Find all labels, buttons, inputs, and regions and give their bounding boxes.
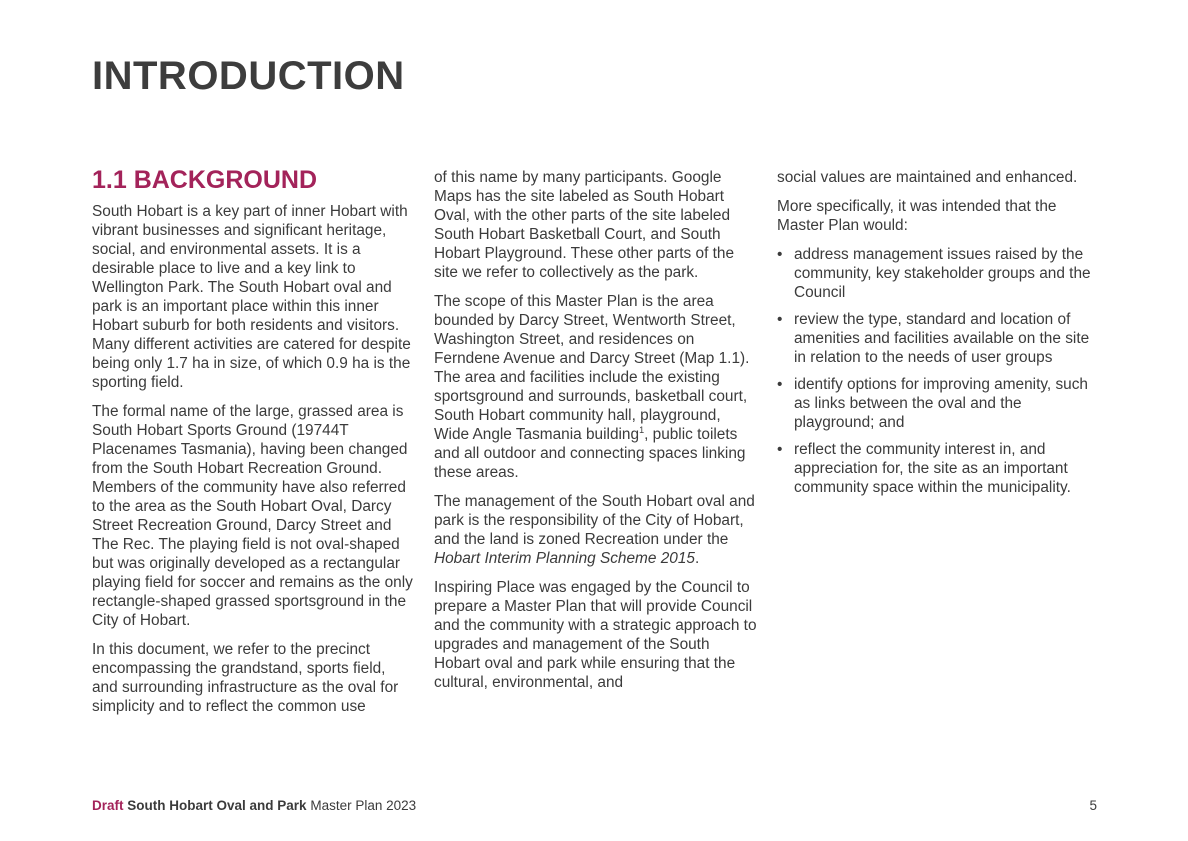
paragraph: social values are maintained and enhanced.: [777, 169, 1078, 186]
list-item: • reflect the community interest in, and appreciation for, the site as an important community space within the municipality.: [777, 440, 1099, 497]
paragraph: [434, 492, 758, 568]
paragraph: In this document, we refer to the precinct encompassing the grandstand, sports field, and surrounding infrastructure as the oval for simplicity and to reflect the common use: [92, 641, 399, 715]
footnote-marker: 1: [639, 424, 645, 435]
paragraph-text: The management of the South Hobart oval and park is the responsibility of the City of Hobart, and the land is zoned Recreation under the: [434, 493, 755, 548]
paragraph-text: .: [694, 550, 700, 567]
page-title: INTRODUCTION: [92, 54, 405, 98]
section-heading: 1.1 BACKGROUND: [92, 166, 318, 194]
document-name: South Hobart Oval and Park: [127, 798, 307, 813]
list-item: • review the type, standard and location of amenities and facilities available on the site in relation to the needs of user groups: [777, 310, 1099, 367]
paragraph: Inspiring Place was engaged by the Council to prepare a Master Plan that will provide Council and the community with a strategic approach to upgrades and management of the South Hobart oval and park while ensuring that the cultural, environmental, and: [434, 579, 757, 691]
paragraph: of this name by many participants. Google Maps has the site labeled as South Hobart Oval, with the other parts of the site labeled South Hobart Basketball Court, and South Hobart Playground. These other parts of the site we refer to collectively as the park.: [434, 169, 735, 281]
paragraph-text: The scope of this Master Plan is the area bounded by Darcy Street, Wentworth Street, Washington Street, and residences on Ferndene Avenue and Darcy Street (Map 1.1). The area and facilities include the existing sportsground and surrounds, basketball court, South Hobart community hall, playground, Wide Angle Tasmania building: [434, 293, 750, 443]
column-1: [92, 166, 414, 726]
column-2: [434, 168, 758, 702]
document-suffix: Master Plan 2023: [310, 798, 417, 813]
column-3: [777, 168, 1099, 505]
list-item: • identify options for improving amenity, such as links between the oval and the playground; and: [777, 375, 1099, 432]
paragraph: More specifically, it was intended that the Master Plan would:: [777, 198, 1057, 234]
paragraph: The formal name of the large, grassed area is South Hobart Sports Ground (19744T Placenames Tasmania), having been changed from the South Hobart Recreation Ground. Members of the community have also referred to the area as the South Hobart Oval, Darcy Street Recreation Ground, Darcy Street and The Rec. The playing field is not oval-shaped but was originally developed as a rectangular playing field for soccer and remains as the only rectangle-shaped grassed sportsground in the City of Hobart.: [92, 403, 413, 629]
paragraph-text: , public toilets and all outdoor and connecting spaces linking these areas.: [434, 426, 746, 481]
footer: [92, 798, 416, 813]
paragraph: [434, 292, 758, 482]
draft-label: Draft: [92, 798, 124, 813]
planning-scheme-title: Hobart Interim Planning Scheme 2015: [434, 550, 695, 567]
objectives-list: [777, 245, 1099, 497]
page-number: 5: [1089, 798, 1097, 813]
list-item: • address management issues raised by the community, key stakeholder groups and the Council: [777, 245, 1099, 302]
paragraph: South Hobart is a key part of inner Hobart with vibrant businesses and significant heritage, social, and environmental assets. It is a desirable place to live and a key link to Wellington Park. The South Hobart oval and park is an important place within this inner Hobart suburb for both residents and visitors. Many different activities are catered for despite being only 1.7 ha in size, of which 0.9 ha is the sporting field.: [92, 203, 411, 391]
